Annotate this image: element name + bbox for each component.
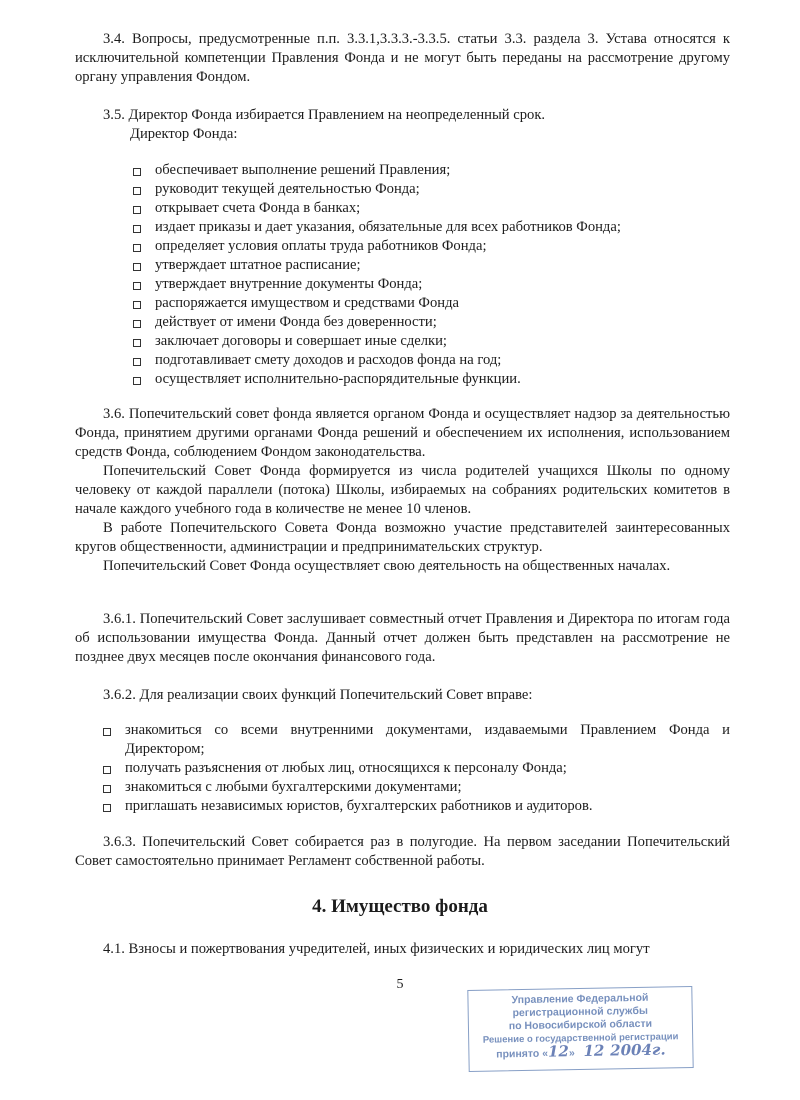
- paragraph-3-6: 3.6. Попечительский совет фонда является органом Фонда и осуществляет надзор за деятельностью Фонда, принятием другими органами Фонда решений и обеспечением их исполнения, использованием средств Фонда, соблюдением Фондом законодательства.: [75, 406, 730, 460]
- checkbox-bullet-icon: [133, 339, 141, 347]
- list-item: знакомиться с любыми бухгалтерскими документами;: [100, 778, 730, 797]
- checkbox-bullet-icon: [133, 301, 141, 309]
- list-item: действует от имени Фонда без доверенности;: [130, 313, 730, 332]
- stamp-day: 12: [547, 1042, 570, 1061]
- list-item: заключает договоры и совершает иные сделки;: [130, 332, 730, 351]
- list-item: знакомиться со всеми внутренними документами, издаваемыми Правлением Фонда и Директором;: [100, 721, 730, 759]
- list-item: утверждает штатное расписание;: [130, 256, 730, 275]
- checkbox-bullet-icon: [133, 282, 141, 290]
- checkbox-bullet-icon: [133, 168, 141, 176]
- list-item: определяет условия оплаты труда работников Фонда;: [130, 237, 730, 256]
- checkbox-bullet-icon: [133, 263, 141, 271]
- list-item: издает приказы и дает указания, обязательные для всех работников Фонда;: [130, 218, 730, 237]
- checkbox-bullet-icon: [103, 804, 111, 812]
- checkbox-bullet-icon: [133, 320, 141, 328]
- checkbox-bullet-icon: [133, 377, 141, 385]
- paragraph-3-6-participation: В работе Попечительского Совета Фонда возможно участие представителей заинтересованных кругов общественности, администрации и предпринимательских структур.: [75, 520, 730, 555]
- paragraph-3-6-3: 3.6.3. Попечительский Совет собирается раз в полугодие. На первом заседании Попечительский Совет самостоятельно принимает Регламент собственной работы.: [75, 834, 730, 869]
- paragraph-3-6-2: 3.6.2. Для реализации своих функций Попечительский Совет вправе:: [103, 687, 533, 703]
- checkbox-bullet-icon: [133, 206, 141, 214]
- stamp-date: принято «12» 12 2004г.: [496, 1040, 666, 1061]
- paragraph-3-6-1: 3.6.1. Попечительский Совет заслушивает совместный отчет Правления и Директора по итогам года об использовании имущества Фонда. Данный отчет должен быть представлен на рассмотрение не позднее двух месяцев после окончания финансового года.: [75, 611, 730, 665]
- list-item: подготавливает смету доходов и расходов фонда на год;: [130, 351, 730, 370]
- list-item: получать разъяснения от любых лиц, относящихся к персоналу Фонда;: [100, 759, 730, 778]
- page-number: 5: [396, 977, 404, 992]
- checkbox-bullet-icon: [103, 728, 111, 736]
- paragraph-3-6-voluntary: Попечительский Совет Фонда осуществляет свою деятельность на общественных началах.: [103, 558, 671, 574]
- checkbox-bullet-icon: [133, 358, 141, 366]
- section-heading: 4. Имущество фонда: [312, 896, 488, 917]
- checkbox-bullet-icon: [133, 187, 141, 195]
- paragraph-4-1: 4.1. Взносы и пожертвования учредителей, иных физических и юридических лиц могут: [103, 941, 650, 957]
- list-item: обеспечивает выполнение решений Правления;: [130, 161, 730, 180]
- stamp-year: 2004г.: [610, 1040, 666, 1060]
- list-item: приглашать независимых юристов, бухгалтерских работников и аудиторов.: [100, 797, 730, 816]
- checkbox-bullet-icon: [103, 785, 111, 793]
- stamp-month: 12: [583, 1041, 605, 1060]
- list-item: осуществляет исполнительно-распорядительные функции.: [130, 370, 730, 389]
- checkbox-bullet-icon: [133, 225, 141, 233]
- checkbox-bullet-icon: [133, 244, 141, 252]
- council-rights-list: [100, 721, 730, 816]
- director-duties-list: [130, 161, 730, 389]
- paragraph-3-5-line1: 3.5. Директор Фонда избирается Правлением на неопределенный срок.: [103, 107, 546, 123]
- list-item: руководит текущей деятельностью Фонда;: [130, 180, 730, 199]
- paragraph-3-4: 3.4. Вопросы, предусмотренные п.п. 3.3.1,3.3.3.-3.3.5. статьи 3.3. раздела 3. Устава относятся к исключительной компетенции Правления Фонда и не могут быть переданы на рассмотрение другому органу управления Фондом.: [75, 31, 730, 85]
- checkbox-bullet-icon: [103, 766, 111, 774]
- list-item: распоряжается имуществом и средствами Фонда: [130, 294, 730, 313]
- list-item: открывает счета Фонда в банках;: [130, 199, 730, 218]
- list-item: утверждает внутренние документы Фонда;: [130, 275, 730, 294]
- paragraph-3-5-line2: Директор Фонда:: [130, 126, 238, 142]
- registration-stamp: Управление Федеральной регистрационной службы по Новосибирской области Решение о государственной регистрации принято «12» 12 2004г.: [467, 986, 693, 1072]
- paragraph-3-6-composition: Попечительский Совет Фонда формируется из числа родителей учащихся Школы по одному человеку от каждой параллели (потока) Школы, избираемых на собраниях родительских комитетов в начале каждого учебного года в количестве не менее 10 членов.: [75, 463, 730, 517]
